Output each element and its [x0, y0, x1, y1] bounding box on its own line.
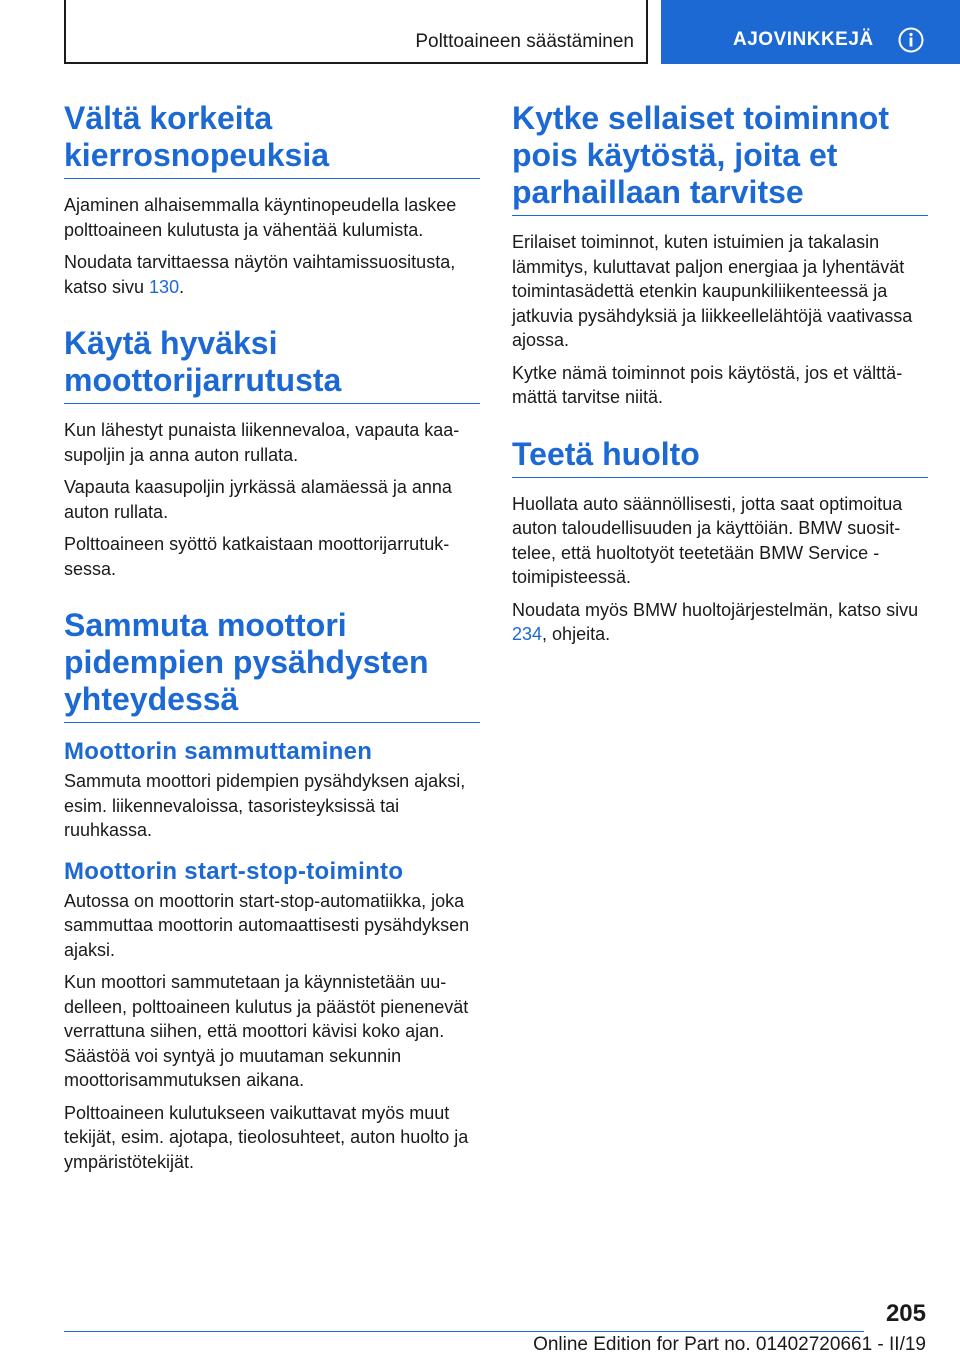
- paragraph: Polttoaineen kulutukseen vaikuttavat myös muut tekijät, esim. ajotapa, tieolosuhteet, auton huolto ja ympäristötekijät.: [64, 1102, 469, 1172]
- subsection-start-stop: [64, 857, 480, 1175]
- section-avoid-high-rpm: [64, 100, 480, 299]
- subsection-engine-off: [64, 737, 480, 843]
- paragraph: [64, 250, 480, 299]
- subsection-heading: Moottorin sammuttaminen: [64, 738, 373, 765]
- paragraph: Huollata auto säännöllisesti, jotta saat optimoitua auton taloudellisuuden ja käyttöiän. BMW suosittelee, että huoltotyöt teetetään BMW Service -toimipisteessä.: [512, 493, 903, 587]
- left-column: [64, 100, 480, 1200]
- section-title: Polttoaineen säästäminen: [415, 31, 634, 52]
- paragraph: Kytke nämä toiminnot pois käytöstä, jos et välttämättä tarvitse niitä.: [512, 362, 903, 407]
- section-disable-functions: [512, 100, 928, 410]
- section-heading: Kytke sellaiset toiminnot pois käytöstä, joita et parhaillaan tarvitse: [512, 100, 928, 216]
- paragraph: Polttoaineen syöttö katkaistaan moottorijarrutuksessa.: [64, 534, 450, 579]
- section-heading: Sammuta moottori pidempien pysähdysten yhteydessä: [64, 607, 480, 723]
- subsection-heading: Moottorin start-stop-toiminto: [64, 857, 404, 885]
- paragraph: Autossa on moottorin start-stop-automatiikka, joka sammuttaa moottorin automaattisesti pysähdyksen ajaksi.: [64, 890, 470, 960]
- paragraph: [512, 598, 928, 647]
- right-column: [512, 100, 928, 673]
- paragraph-text: , ohjeita.: [542, 624, 611, 644]
- paragraph: Kun moottori sammutetaan ja käynnistetään uudelleen, polttoaineen kulutus ja päästöt pienenevät verrattuna siihen, että moottori kävisi koko ajan. Säästöä voi syntyä jo muutaman sekunnin moottorisammutuksen aikana.: [64, 972, 469, 1090]
- paragraph-text: .: [179, 276, 185, 297]
- header-frame: [64, 0, 648, 64]
- paragraph-text: Noudata tarvittaessa näytön vaihtamissuositusta, katso sivu: [64, 252, 456, 297]
- page-link[interactable]: 234: [512, 624, 543, 644]
- edition-note: Online Edition for Part no. 01402720661 - II/19: [533, 1334, 926, 1355]
- section-heading: Vältä korkeita kierrosnopeuksia: [64, 100, 480, 179]
- paragraph: Sammuta moottori pidempien pysähdyksen ajaksi, esim. liikennevaloissa, tasoristeyksissä tai ruuhkassa.: [64, 771, 466, 840]
- paragraph: Kun lähestyt punaista liikennevaloa, vapauta kaasupoljin ja anna auton rullata.: [64, 420, 460, 465]
- info-icon[interactable]: [898, 27, 924, 53]
- paragraph: Ajaminen alhaisemmalla käyntinopeudella laskee polttoaineen kulutusta ja vähentää kulumista.: [64, 195, 457, 240]
- paragraph: Erilaiset toiminnot, kuten istuimien ja takalasin lämmitys, kuluttavat paljon energiaa ja lyhentävät toimintasädettä etenkin kaupunkiliikenteessä ja jatkuvia pysähdyksiä ja liikkeellelähtöjä vaativassa ajossa.: [512, 232, 913, 350]
- page-number: 205: [885, 1300, 926, 1327]
- chapter-tab[interactable]: [661, 0, 960, 64]
- paragraph-text: Noudata myös BMW huoltojärjestelmän, katso sivu: [512, 599, 919, 620]
- paragraph: Vapauta kaasupoljin jyrkässä alamäessä ja anna auton rullata.: [64, 477, 452, 522]
- footer-divider: [64, 1331, 864, 1332]
- page-link[interactable]: 130: [149, 276, 180, 297]
- section-heading: Teetä huolto: [512, 436, 928, 478]
- chapter-tab-label: AJOVINKKEJÄ: [733, 29, 874, 50]
- section-heading: Käytä hyväksi moottorijarrutusta: [64, 325, 480, 404]
- section-service: [512, 436, 928, 647]
- section-engine-braking: [64, 325, 480, 581]
- section-engine-shutdown: [64, 607, 480, 1174]
